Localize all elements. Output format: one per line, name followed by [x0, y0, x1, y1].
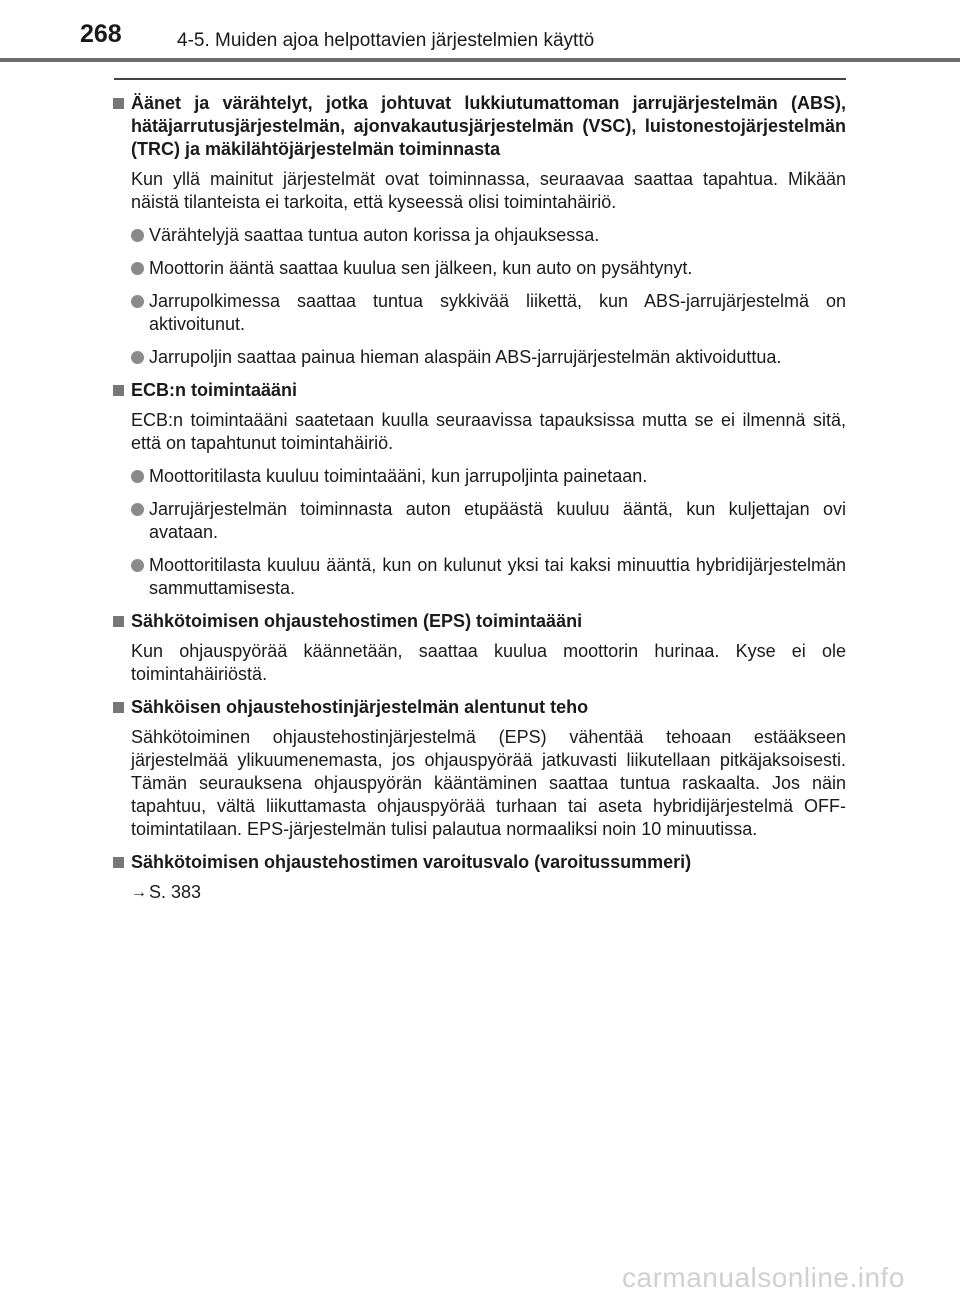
section-title: Sähkötoimisen ohjaustehostimen (EPS) toimintaääni — [131, 611, 583, 631]
list-item-text: Moottorin ääntä saattaa kuulua sen jälkeen, kun auto on pysähtynyt. — [149, 258, 693, 278]
section-title: ECB:n toimintaääni — [131, 380, 298, 400]
page-reference-link[interactable] — [131, 881, 846, 904]
section-eps-reduced-power — [110, 696, 846, 841]
list-item — [131, 290, 846, 336]
list-item — [131, 465, 846, 488]
page-content — [110, 92, 846, 912]
section-abs-sounds — [110, 92, 846, 369]
list-item-text: Moottoritilasta kuuluu ääntä, kun on kulunut yksi tai kaksi minuuttia hybridijärjestelmän sammuttamisesta. — [149, 555, 846, 598]
section-title: Sähköisen ohjaustehostinjärjestelmän alentunut teho — [131, 697, 589, 717]
section-eps-sound — [110, 610, 846, 686]
section-title: Äänet ja värähtelyt, jotka johtuvat lukkiutumattoman jarrujärjestelmän (ABS), hätäjarrutusjärjestelmän, ajonvakautusjärjestelmän (VSC), luistonestojärjestelmän (TRC) ja mäkilähtöjärjestelmän toiminnasta — [131, 93, 846, 159]
list-item-text: Jarrujärjestelmän toiminnasta auton etupäästä kuuluu ääntä, kun kuljettajan ovi avataan. — [149, 499, 846, 542]
circle-bullet-icon — [131, 262, 144, 275]
circle-bullet-icon — [131, 229, 144, 242]
circle-bullet-icon — [131, 503, 144, 516]
list-item-text: Jarrupolkimessa saattaa tuntua sykkivää liikettä, kun ABS-jarrujärjestelmä on aktivoitunut. — [149, 291, 846, 334]
square-icon — [113, 98, 124, 109]
section-heading — [110, 851, 846, 874]
page-reference-text: S. 383 — [149, 882, 202, 902]
list-item — [131, 554, 846, 600]
section-text: Kun yllä mainitut järjestelmät ovat toiminnassa, seuraavaa saattaa tapahtua. Mikään näistä tilanteista ei tarkoita, että kyseessä olisi toimintahäiriö. — [131, 169, 846, 212]
section-heading — [110, 92, 846, 161]
section-title: Sähkötoimisen ohjaustehostimen varoitusvalo (varoitussummeri) — [131, 852, 692, 872]
section-heading — [110, 696, 846, 719]
section-heading — [110, 610, 846, 633]
section-text: Sähkötoiminen ohjaustehostinjärjestelmä (EPS) vähentää tehoaan estääkseen järjestelmää ylikuumenemasta, jos ohjauspyörää jatkuvasti liikutellaan pitkäjaksoisesti. Tämän seurauksena ohjauspyörän kääntäminen saattaa tuntua raskaalta. Jos näin tapahtuu, vältä liikuttamasta ohjauspyörää turhaan tai aseta hybridijärjestelmä OFF-toimintatilaan. EPS-järjestelmän tulisi palautua normaaliksi noin 10 minuutissa. — [131, 727, 846, 839]
list-item — [131, 257, 846, 280]
chapter-title: 4-5. Muiden ajoa helpottavien järjestelmien käyttö — [177, 30, 595, 51]
page-header — [0, 0, 960, 62]
circle-bullet-icon — [131, 351, 144, 364]
list-item-text: Värähtelyjä saattaa tuntua auton korissa ja ohjauksessa. — [149, 225, 600, 245]
section-ecb-sound — [110, 379, 846, 600]
section-eps-warning-light — [110, 851, 846, 904]
list-item-text: Jarrupoljin saattaa painua hieman alaspäin ABS-jarrujärjestelmän aktivoiduttua. — [149, 347, 782, 367]
circle-bullet-icon — [131, 470, 144, 483]
square-icon — [113, 857, 124, 868]
watermark: carmanualsonline.info — [622, 1262, 905, 1293]
list-item — [131, 498, 846, 544]
section-text: ECB:n toimintaääni saatetaan kuulla seuraavissa tapauksissa mutta se ei ilmennä sitä, että on tapahtunut toimintahäiriö. — [131, 410, 846, 453]
section-heading — [110, 379, 846, 402]
list-item — [131, 346, 846, 369]
square-icon — [113, 385, 124, 396]
arrow-right-icon: → — [131, 884, 147, 901]
list-item — [131, 224, 846, 247]
circle-bullet-icon — [131, 295, 144, 308]
circle-bullet-icon — [131, 559, 144, 572]
square-icon — [113, 616, 124, 627]
section-text: Kun ohjauspyörää käännetään, saattaa kuulua moottorin hurinaa. Kyse ei ole toimintahäiriöstä. — [131, 641, 846, 684]
square-icon — [113, 702, 124, 713]
header-divider — [0, 58, 960, 62]
list-item-text: Moottoritilasta kuuluu toimintaääni, kun jarrupoljinta painetaan. — [149, 466, 648, 486]
page-number: 268 — [80, 20, 122, 48]
content-divider — [114, 78, 846, 80]
